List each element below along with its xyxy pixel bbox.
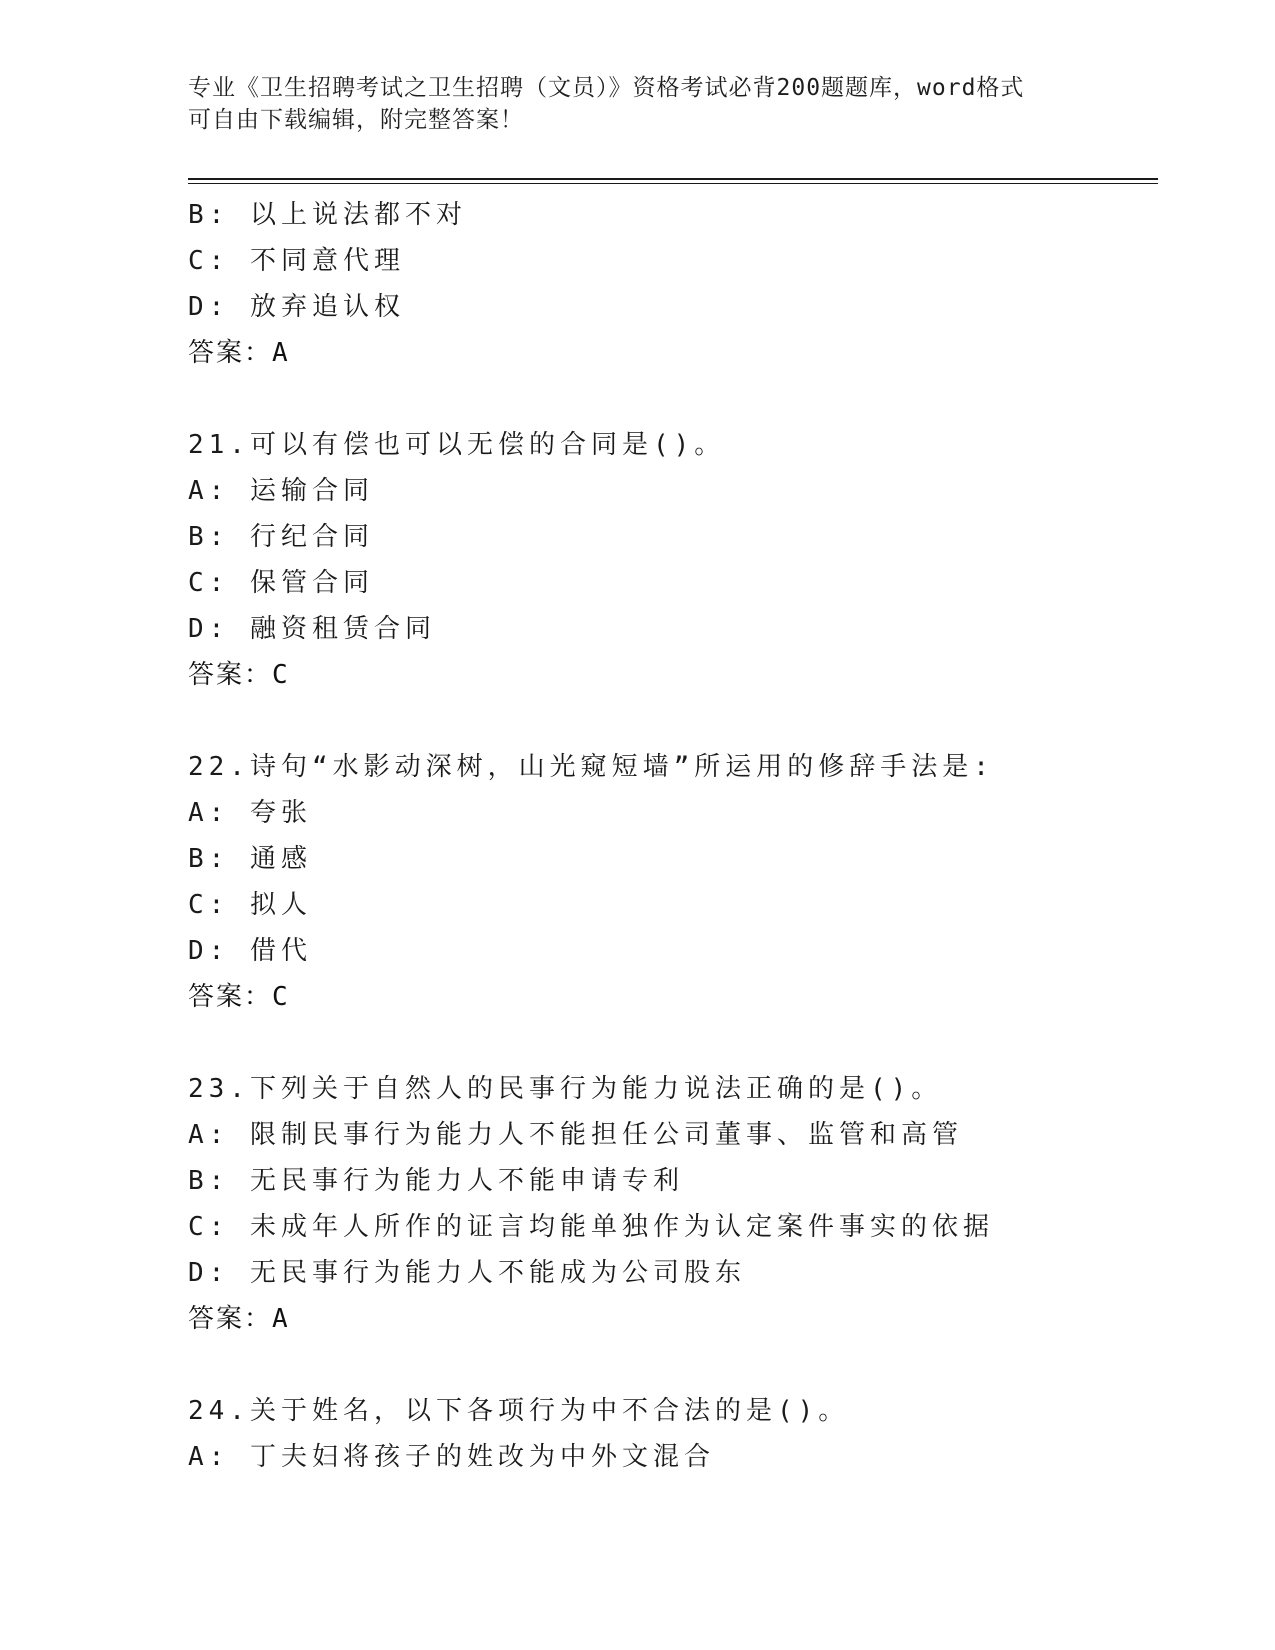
question-block-22 — [188, 744, 1148, 1020]
option-d: D: 放弃追认权 — [188, 292, 405, 322]
answer-line — [188, 1296, 1148, 1342]
answer-label: 答案： — [188, 338, 273, 368]
question-list — [188, 192, 1148, 1480]
header-divider-thin — [188, 183, 1158, 184]
option-a: A: 限制民事行为能力人不能担任公司董事、监管和高管 — [188, 1120, 963, 1150]
answer-label: 答案： — [188, 660, 273, 690]
question-block-24 — [188, 1388, 1148, 1480]
question-text: 23.下列关于自然人的民事行为能力说法正确的是()。 — [188, 1074, 943, 1104]
option-c: C: 不同意代理 — [188, 246, 405, 276]
answer-value: C — [272, 660, 290, 690]
option-b: B: 行纪合同 — [188, 522, 374, 552]
answer-value: A — [272, 1304, 290, 1334]
option-a: A: 夸张 — [188, 798, 312, 828]
answer-line — [188, 330, 1148, 376]
spacer — [188, 376, 1148, 422]
option-a: A: 运输合同 — [188, 476, 374, 506]
option-a: A: 丁夫妇将孩子的姓改为中外文混合 — [188, 1442, 715, 1472]
option-b: B: 通感 — [188, 844, 312, 874]
header-line-2: 可自由下载编辑，附完整答案！ — [188, 107, 524, 133]
answer-label: 答案： — [188, 982, 273, 1012]
answer-value: C — [272, 982, 290, 1012]
option-c: C: 未成年人所作的证言均能单独作为认定案件事实的依据 — [188, 1212, 994, 1242]
question-text: 22.诗句“水影动深树，山光窥短墙”所运用的修辞手法是: — [188, 752, 994, 782]
question-block-21 — [188, 422, 1148, 698]
option-b: B: 无民事行为能力人不能申请专利 — [188, 1166, 684, 1196]
answer-label: 答案： — [188, 1304, 273, 1334]
question-block-23 — [188, 1066, 1148, 1342]
spacer — [188, 698, 1148, 744]
question-block-20 — [188, 192, 1148, 376]
option-d: D: 借代 — [188, 936, 312, 966]
answer-line — [188, 974, 1148, 1020]
option-d: D: 融资租赁合同 — [188, 614, 436, 644]
document-header — [188, 72, 1088, 136]
spacer — [188, 1020, 1148, 1066]
option-d: D: 无民事行为能力人不能成为公司股东 — [188, 1258, 746, 1288]
option-c: C: 保管合同 — [188, 568, 374, 598]
option-b: B: 以上说法都不对 — [188, 200, 467, 230]
question-text: 24.关于姓名，以下各项行为中不合法的是()。 — [188, 1396, 850, 1426]
question-text: 21.可以有偿也可以无偿的合同是()。 — [188, 430, 726, 460]
option-c: C: 拟人 — [188, 890, 312, 920]
spacer — [188, 1342, 1148, 1388]
answer-value: A — [272, 338, 290, 368]
header-line-1: 专业《卫生招聘考试之卫生招聘（文员）》资格考试必背200题题库，word格式 — [188, 75, 1025, 101]
header-divider-thick — [188, 178, 1158, 180]
answer-line — [188, 652, 1148, 698]
